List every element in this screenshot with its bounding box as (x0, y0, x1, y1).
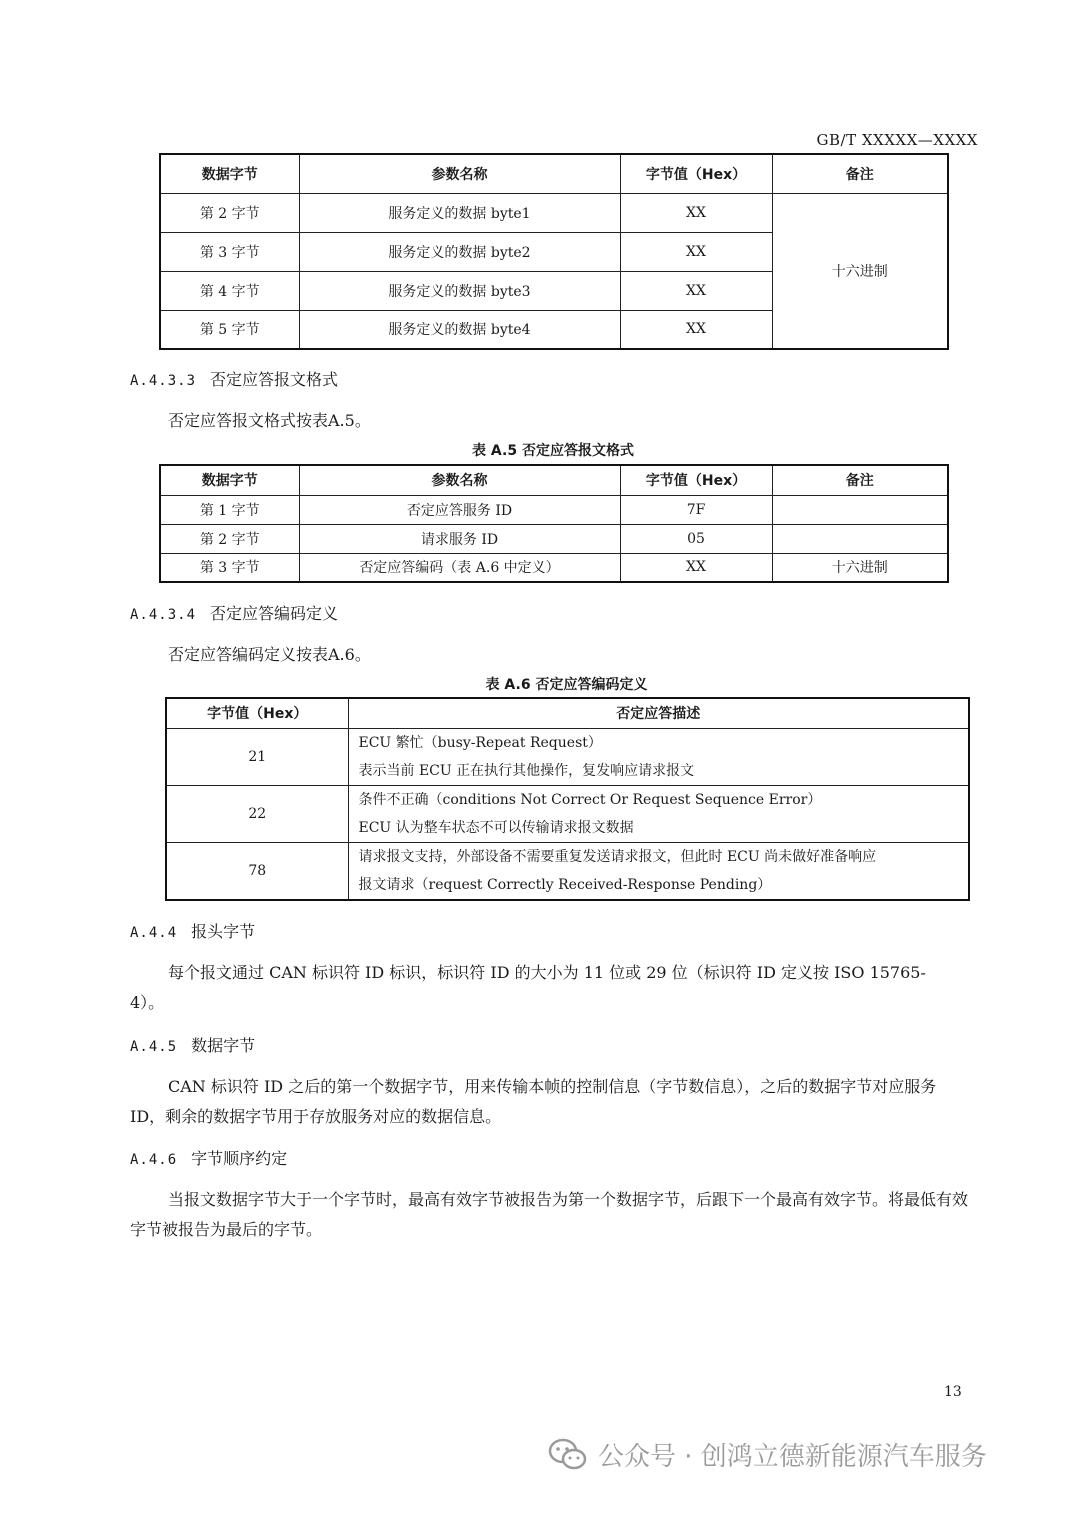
cell: 7F (620, 495, 772, 524)
table-header-row (160, 465, 948, 495)
section-title: 否定应答报文格式 (210, 370, 339, 389)
header-cell: 字节值（Hex） (166, 698, 348, 728)
paragraph: 否定应答报文格式按表A.5。 (168, 411, 371, 430)
table-caption: 表 A.6 否定应答编码定义 (485, 677, 648, 693)
merged-note-cell: 十六进制 (772, 193, 948, 349)
cell: XX (620, 232, 772, 271)
section-title: 字节顺序约定 (191, 1149, 288, 1168)
description-cell (348, 728, 969, 785)
cell: 否定应答服务 ID (299, 495, 620, 524)
cell: 第 2 字节 (160, 193, 299, 232)
section-number: A.4.5 (130, 1039, 178, 1055)
table-row (166, 785, 969, 842)
cell: 服务定义的数据 byte2 (299, 232, 620, 271)
code-cell: 21 (166, 728, 348, 785)
description-line: 请求报文支持，外部设备不需要重复发送请求报文，但此时 ECU 尚未做好准备响应 (358, 848, 877, 865)
code-cell: 22 (166, 785, 348, 842)
wechat-icon (548, 1438, 588, 1472)
section-title: 否定应答编码定义 (210, 604, 339, 623)
section-heading-a44 (130, 919, 255, 942)
section-heading-a46 (130, 1146, 287, 1169)
paragraph: 当报文数据字节大于一个字节时，最高有效字节被报告为第一个数据字节，后跟下一个最高有效字节。将最低有效字节被报告为最后的字节。 (130, 1190, 969, 1239)
table-row (160, 193, 948, 232)
cell: 05 (620, 524, 772, 553)
section-title: 报头字节 (191, 922, 256, 941)
section-number: A.4.3.3 (130, 373, 197, 389)
header-cell: 字节值（Hex） (620, 465, 772, 495)
cell: XX (620, 553, 772, 582)
cell (772, 495, 948, 524)
description-line: 报文请求（request Correctly Received-Response Pending） (358, 876, 772, 893)
cell: XX (620, 310, 772, 349)
paragraph: 否定应答编码定义按表A.6。 (168, 645, 371, 664)
cell: 第 5 字节 (160, 310, 299, 349)
table-a6 (165, 697, 970, 901)
header-cell: 备注 (772, 465, 948, 495)
code-cell: 78 (166, 842, 348, 900)
table-row (166, 842, 969, 900)
header-cell: 备注 (772, 154, 948, 193)
description-cell (348, 842, 969, 900)
cell: 服务定义的数据 byte3 (299, 271, 620, 310)
cell: 请求服务 ID (299, 524, 620, 553)
watermark (548, 1436, 987, 1473)
description-line: ECU 认为整车状态不可以传输请求报文数据 (358, 819, 634, 836)
section-title: 数据字节 (191, 1036, 256, 1055)
page-number: 13 (944, 1384, 962, 1400)
description-cell (348, 785, 969, 842)
section-heading-a434 (130, 601, 338, 624)
cell (772, 524, 948, 553)
cell: 第 3 字节 (160, 232, 299, 271)
cell: 第 1 字节 (160, 495, 299, 524)
paragraph: 每个报文通过 CAN 标识符 ID 标识，标识符 ID 的大小为 11 位或 29 位（标识符 ID 定义按 ISO 15765-4）。 (130, 963, 926, 1012)
section-number: A.4.4 (130, 925, 178, 941)
cell: 十六进制 (772, 553, 948, 582)
description-line: ECU 繁忙（busy-Repeat Request） (358, 734, 602, 751)
header-cell: 参数名称 (299, 154, 620, 193)
cell: 第 2 字节 (160, 524, 299, 553)
cell: XX (620, 271, 772, 310)
section-number: A.4.6 (130, 1152, 178, 1168)
header-cell: 数据字节 (160, 154, 299, 193)
table-header-row (160, 154, 948, 193)
header-cell: 数据字节 (160, 465, 299, 495)
cell: 服务定义的数据 byte1 (299, 193, 620, 232)
cell: 第 3 字节 (160, 553, 299, 582)
section-heading-a433 (130, 367, 338, 390)
cell: 否定应答编码（表 A.6 中定义） (299, 553, 620, 582)
table-caption: 表 A.5 否定应答报文格式 (472, 443, 634, 459)
cell: 服务定义的数据 byte4 (299, 310, 620, 349)
header-cell: 否定应答描述 (348, 698, 969, 728)
description-line: 表示当前 ECU 正在执行其他操作，复发响应请求报文 (358, 762, 695, 779)
table-row (160, 524, 948, 553)
description-line: 条件不正确（conditions Not Correct Or Request Sequence Error） (358, 791, 822, 808)
table-row (166, 728, 969, 785)
watermark-text: 公众号 · 创鸿立德新能源汽车服务 (598, 1442, 987, 1472)
table-header-row (166, 698, 969, 728)
document-code: GB/T XXXXX—XXXX (816, 131, 978, 149)
table-row (160, 495, 948, 524)
cell: 第 4 字节 (160, 271, 299, 310)
section-number: A.4.3.4 (130, 607, 197, 623)
cell: XX (620, 193, 772, 232)
header-cell: 字节值（Hex） (620, 154, 772, 193)
table-a5 (159, 464, 949, 583)
header-cell: 参数名称 (299, 465, 620, 495)
table-top (159, 153, 949, 350)
table-row (160, 553, 948, 582)
section-heading-a45 (130, 1033, 255, 1056)
paragraph: CAN 标识符 ID 之后的第一个数据字节，用来传输本帧的控制信息（字节数信息），之后的数据字节对应服务 ID，剩余的数据字节用于存放服务对应的数据信息。 (130, 1077, 937, 1126)
